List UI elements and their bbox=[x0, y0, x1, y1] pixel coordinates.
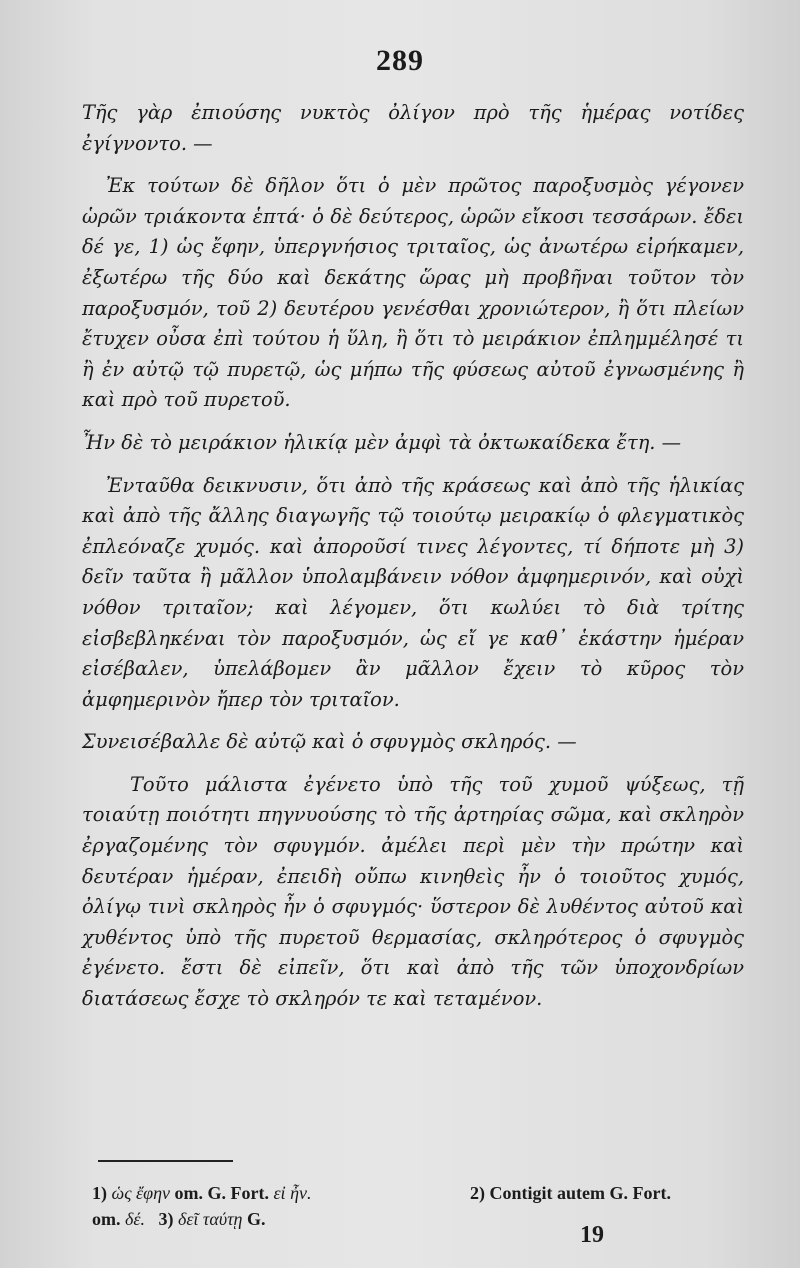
signature-mark: 19 bbox=[580, 1222, 604, 1248]
footnote-1-omission: om. G. Fort. bbox=[174, 1183, 269, 1203]
paragraph-4: Ἐνταῦθα δεικνυσιν, ὅτι ἀπὸ τῆς κράσεως καὶ ἀπὸ τῆς ἡλικίας καὶ ἀπὸ τῆς ἄλλης διαγωγῆς τῷ τοιούτῳ μειρακίῳ ὁ φλεγματικὸς ἐπλεόναζε χυμός. καὶ ἀποροῦσί τινες λέγοντες, τί δήποτε μὴ 3) δεῖν ταῦτα ἢ μᾶλλον ὑπολαμβάνειν νόθον ἀμφημερινόν, καὶ οὐχὶ νόθον τριταῖον; καὶ λέγομεν, ὅτι κωλύει τὸ διὰ τρίτης εἰσβεβληκέναι τὸν παροξυσμόν, ὡς εἴ γε καθ᾽ ἑκάστην ἡμέραν εἰσέβαλεν, ὑπελάβομεν ἂν μᾶλλον ἔχειν τὸ κῦρος τὸν ἀμφημερινὸν ἤπερ τὸν τριταῖον. bbox=[82, 473, 744, 711]
footnote-3-tail: G. bbox=[246, 1209, 266, 1229]
page-number: 289 bbox=[376, 44, 424, 77]
footnote-2-omission: om. bbox=[92, 1209, 121, 1229]
footnote-1-greek: ὡς ἔφην bbox=[111, 1183, 170, 1203]
footnote-3-number: 3) bbox=[158, 1209, 174, 1229]
paragraph-6: Τοῦτο μάλιστα ἐγένετο ὑπὸ τῆς τοῦ χυμοῦ ψύξεως, τῇ τοιαύτῃ ποιότητι πηγνυούσης τὸ τῆς ἀρτηρίας σῶμα, καὶ σκληρὸν ἐργαζομένης τὸν σφυγμόν. ἀμέλει περὶ μὲν τὴν πρώτην καὶ δευτέραν ἡμέραν, ἐπειδὴ οὔπω κινηθεὶς ἦν ὁ τοιοῦτος χυμός, ὀλίγῳ τινὶ σκληρὸς ἦν ὁ σφυγμός· ὕστερον δὲ λυθέντος αὐτοῦ καὶ χυθέντος ὑπὸ τῆς πυρετοῦ θερμασίας, σκληρότερος ὁ σφυγμὸς ἐγένετο. ἔστι δὲ εἰπεῖν, ὅτι καὶ ἀπὸ τῆς τῶν ὑποχονδρίων διατάσεως ἔσχε τὸ σκληρόν τε καὶ τεταμένον. bbox=[82, 772, 744, 1011]
footnote-3-greek: δεῖ ταύτῃ bbox=[177, 1209, 243, 1229]
main-text bbox=[82, 98, 744, 1027]
footnote-2-greek: δέ. bbox=[125, 1209, 145, 1229]
footnote-1-greek-2: εἰ ἦν. bbox=[273, 1183, 312, 1203]
footnote-line-2 bbox=[92, 1206, 752, 1232]
paragraph-1: Τῆς γὰρ ἐπιούσης νυκτὸς ὀλίγον πρὸ τῆς ἡμέρας νοτίδες ἐγίγνοντο. — bbox=[82, 101, 744, 155]
footnote-divider bbox=[98, 1160, 233, 1162]
paragraph-2: Ἐκ τούτων δὲ δῆλον ὅτι ὁ μὲν πρῶτος παροξυσμὸς γέγονεν ὡρῶν τριάκοντα ἑπτά· ὁ δὲ δεύτερος, ὡρῶν εἴκοσι τεσσάρων. ἔδει δέ γε, 1) ὡς ἔφην, ὑπεργνήσιος τριταῖος, ὡς ἀνωτέρω εἰρήκαμεν, ἐξωτέρω τῆς δύο καὶ δεκάτης ὥρας μὴ προβῆναι τοῦτον τὸν παροξυσμόν, τοῦ 2) δευτέρου γενέσθαι χρονιώτερον, ἢ ὅτι πλείων ἔτυχεν οὖσα ἐπὶ τούτου ἡ ὕλη, ἢ ὅτι τὸ μειράκιον ἐπλημμέλησέ τι ἢ ἐν αὐτῷ τῷ πυρετῷ, ὡς μήπω τῆς φύσεως αὐτοῦ ἐγνωσμένης ἢ καὶ πρὸ τοῦ πυρετοῦ. bbox=[82, 174, 744, 412]
footnote-1-number: 1) bbox=[92, 1183, 107, 1203]
footnote-2: 2) Contigit autem G. Fort. bbox=[470, 1183, 671, 1203]
footnotes bbox=[92, 1180, 752, 1232]
paragraph-3: Ἦν δὲ τὸ μειράκιον ἡλικίᾳ μὲν ἀμφὶ τὰ ὀκτωκαίδεκα ἔτη. — bbox=[82, 430, 682, 454]
paragraph-5: Συνεισέβαλλε δὲ αὐτῷ καὶ ὁ σφυγμὸς σκληρός. — bbox=[82, 730, 577, 754]
footnote-line-1 bbox=[92, 1180, 752, 1206]
